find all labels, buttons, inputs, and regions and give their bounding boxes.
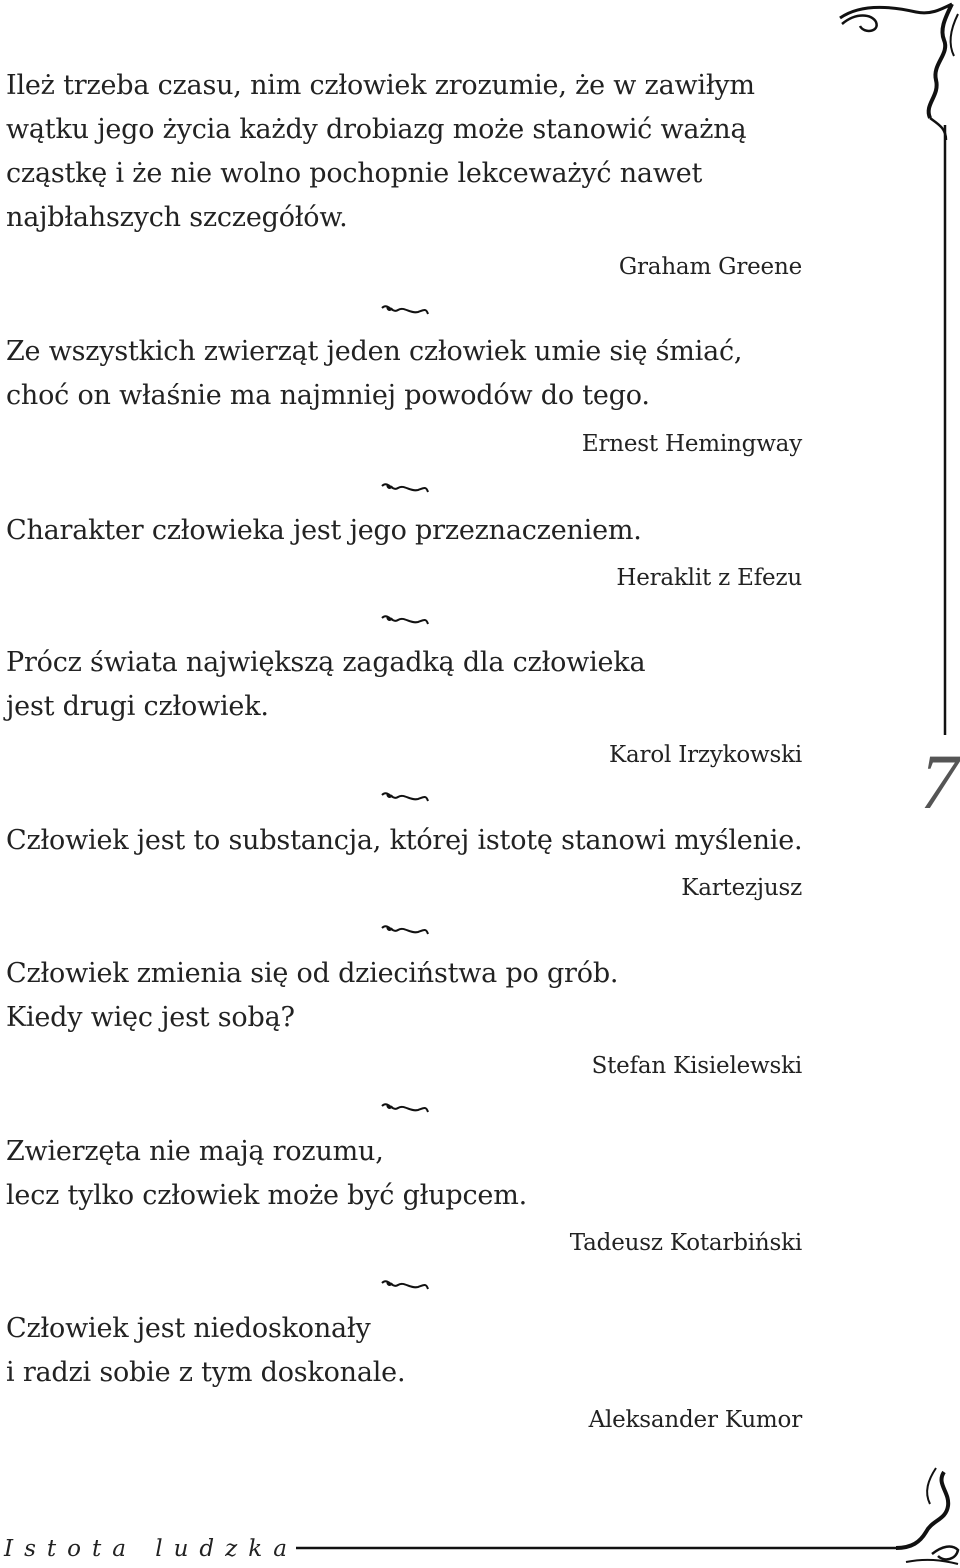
quote-line: Kiedy więc jest sobą? bbox=[6, 1002, 295, 1033]
corner-ornament-top-icon bbox=[820, 0, 960, 740]
quote-text-3 bbox=[6, 509, 642, 553]
quote-text-2 bbox=[6, 330, 742, 418]
corner-ornament-bottom-icon bbox=[296, 1462, 960, 1568]
section-title: Istota ludzka bbox=[4, 1536, 298, 1562]
quote-author-2: Ernest Hemingway bbox=[581, 431, 802, 457]
quote-line: lecz tylko człowiek może być głupcem. bbox=[6, 1180, 527, 1211]
quote-author-6: Stefan Kisielewski bbox=[591, 1053, 802, 1079]
flourish-icon bbox=[380, 610, 430, 632]
quote-line: Człowiek zmienia się od dzieciństwa po grób. bbox=[6, 958, 619, 989]
page-number: 7 bbox=[920, 738, 959, 825]
quote-line: Prócz świata największą zagadką dla człowieka bbox=[6, 647, 646, 678]
quote-author-8: Aleksander Kumor bbox=[588, 1407, 802, 1433]
quote-text-8 bbox=[6, 1307, 405, 1395]
flourish-icon bbox=[380, 787, 430, 809]
flourish-icon bbox=[380, 1098, 430, 1120]
quote-line: jest drugi człowiek. bbox=[6, 691, 269, 722]
quote-line: Ze wszystkich zwierząt jeden człowiek umie się śmiać, bbox=[6, 336, 743, 367]
flourish-icon bbox=[380, 478, 430, 500]
quote-line: najbłahszych szczegółów. bbox=[6, 202, 348, 233]
quote-line: Ileż trzeba czasu, nim człowiek zrozumie, że w zawiłym bbox=[6, 70, 755, 101]
quote-line: wątku jego życia każdy drobiazg może stanowić ważną bbox=[6, 114, 747, 145]
quote-line: Charakter człowieka jest jego przeznaczeniem. bbox=[6, 515, 642, 546]
quote-text-7 bbox=[6, 1130, 527, 1218]
quote-line: choć on właśnie ma najmniej powodów do tego. bbox=[6, 380, 650, 411]
quote-author-7: Tadeusz Kotarbiński bbox=[569, 1230, 802, 1256]
quote-text-5 bbox=[6, 819, 802, 863]
quote-text-6 bbox=[6, 952, 618, 1040]
flourish-icon bbox=[380, 1275, 430, 1297]
quote-author-4: Karol Irzykowski bbox=[609, 742, 802, 768]
quote-text-4 bbox=[6, 641, 645, 729]
quote-text-1 bbox=[6, 64, 755, 240]
quote-line: Człowiek jest niedoskonały bbox=[6, 1313, 371, 1344]
quote-line: Człowiek jest to substancja, której istotę stanowi myślenie. bbox=[6, 825, 803, 856]
flourish-icon bbox=[380, 920, 430, 942]
flourish-icon bbox=[380, 300, 430, 322]
quote-author-5: Kartezjusz bbox=[681, 875, 802, 901]
quote-line: cząstkę i że nie wolno pochopnie lekceważyć nawet bbox=[6, 158, 703, 189]
quote-line: Zwierzęta nie mają rozumu, bbox=[6, 1136, 384, 1167]
quote-line: i radzi sobie z tym doskonale. bbox=[6, 1357, 406, 1388]
quote-author-3: Heraklit z Efezu bbox=[616, 565, 802, 591]
quote-author-1: Graham Greene bbox=[618, 254, 802, 280]
